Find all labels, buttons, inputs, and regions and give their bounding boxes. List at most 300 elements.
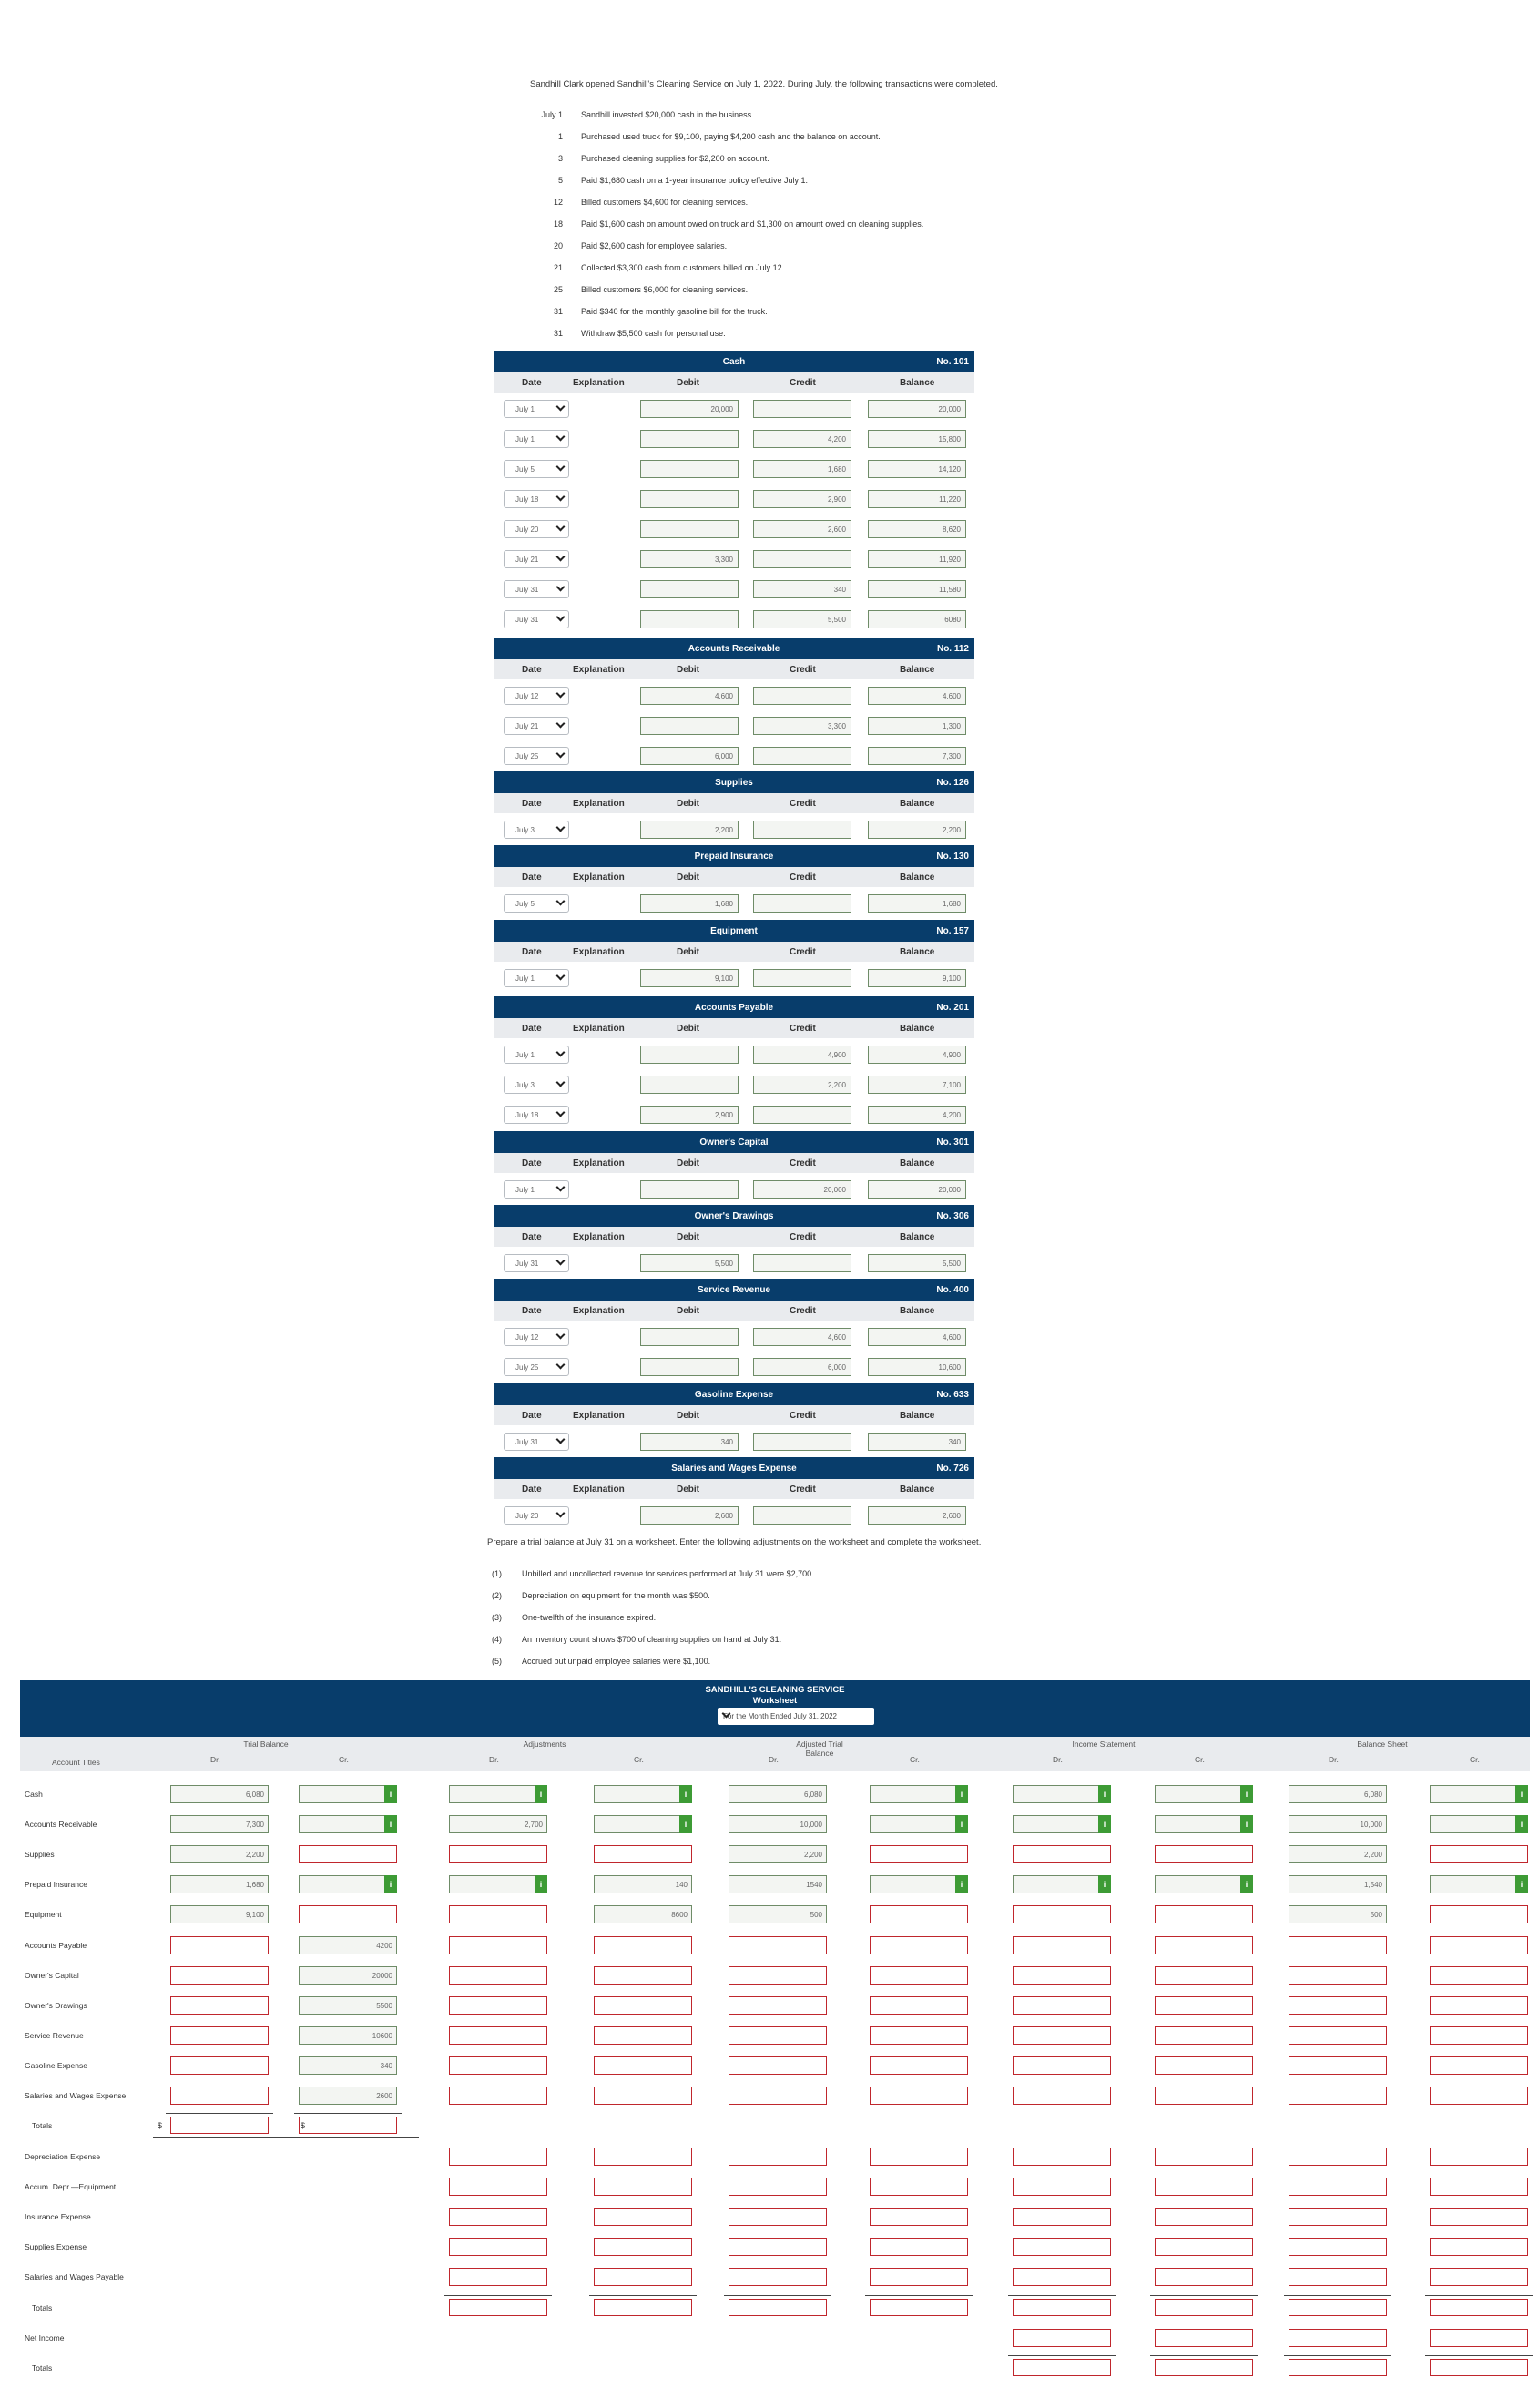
ledger-debit-field[interactable]: 20,000 bbox=[640, 400, 739, 418]
worksheet-cell-input[interactable] bbox=[1155, 2178, 1253, 2196]
ledger-date-select[interactable] bbox=[504, 717, 569, 735]
worksheet-cell-input[interactable] bbox=[729, 1936, 827, 1954]
worksheet-cell-input[interactable] bbox=[299, 1936, 397, 1954]
worksheet-cell-input[interactable] bbox=[299, 2117, 397, 2134]
worksheet-cell-input[interactable] bbox=[1013, 2087, 1111, 2105]
worksheet-cell-input[interactable] bbox=[1155, 1875, 1253, 1893]
ledger-balance-field[interactable]: 4,600 bbox=[868, 1328, 966, 1346]
ledger-balance-field[interactable]: 15,800 bbox=[868, 430, 966, 448]
worksheet-cell-input[interactable] bbox=[1013, 1936, 1111, 1954]
period-select[interactable] bbox=[718, 1708, 874, 1725]
worksheet-cell-input[interactable] bbox=[1155, 1996, 1253, 2015]
worksheet-cell-input[interactable] bbox=[729, 2026, 827, 2045]
worksheet-cell-input[interactable] bbox=[729, 2238, 827, 2256]
worksheet-cell-input[interactable] bbox=[1013, 1875, 1111, 1893]
worksheet-cell-input[interactable] bbox=[449, 2299, 547, 2316]
worksheet-cell-input[interactable] bbox=[170, 2117, 269, 2134]
worksheet-cell-input[interactable] bbox=[170, 1936, 269, 1954]
worksheet-cell-input[interactable] bbox=[594, 2178, 692, 2196]
ledger-header-explanation: Explanation bbox=[573, 872, 625, 883]
worksheet-cell-input[interactable] bbox=[1289, 2148, 1387, 2166]
ledger-balance-field[interactable]: 5,500 bbox=[868, 1254, 966, 1272]
worksheet-cell-input[interactable] bbox=[449, 1996, 547, 2015]
ledger-credit-field[interactable] bbox=[753, 821, 851, 839]
worksheet-cell-input[interactable] bbox=[1013, 2148, 1111, 2166]
worksheet-cell-input[interactable] bbox=[1155, 2359, 1253, 2376]
ledger-header-date: Date bbox=[522, 1158, 542, 1168]
ledger-balance-field[interactable]: 340 bbox=[868, 1433, 966, 1451]
worksheet-cell-input[interactable] bbox=[729, 1996, 827, 2015]
ledger-debit-field[interactable]: 9,100 bbox=[640, 969, 739, 987]
worksheet-cell-input[interactable] bbox=[299, 1815, 397, 1833]
worksheet-row-label: Owner's Drawings bbox=[25, 2001, 87, 2010]
worksheet-cell-input[interactable] bbox=[449, 1905, 547, 1923]
worksheet-cell-input[interactable] bbox=[1289, 2026, 1387, 2045]
worksheet-cell-input[interactable] bbox=[449, 2178, 547, 2196]
ledger-balance-field[interactable]: 10,600 bbox=[868, 1358, 966, 1376]
worksheet-cell-input[interactable] bbox=[870, 2148, 968, 2166]
worksheet-cell-input[interactable] bbox=[449, 1875, 547, 1893]
ledger-date-select[interactable] bbox=[504, 1106, 569, 1124]
check-icon: i bbox=[384, 1815, 397, 1833]
worksheet-cell-input[interactable] bbox=[1430, 2359, 1528, 2376]
ledger-date-select[interactable] bbox=[504, 610, 569, 628]
ledger-debit-field[interactable] bbox=[640, 1076, 739, 1094]
ledger-header-credit: Credit bbox=[790, 665, 816, 675]
worksheet-cell-input[interactable] bbox=[1430, 1875, 1528, 1893]
ledger-credit-field[interactable]: 5,500 bbox=[753, 610, 851, 628]
worksheet-cell-input[interactable] bbox=[870, 1785, 968, 1803]
ledger-credit-field[interactable]: 4,200 bbox=[753, 430, 851, 448]
worksheet-cell-input[interactable] bbox=[1155, 2268, 1253, 2286]
worksheet-cell-input[interactable] bbox=[870, 1845, 968, 1863]
worksheet-cell-input[interactable] bbox=[594, 2238, 692, 2256]
ledger-credit-field[interactable]: 340 bbox=[753, 580, 851, 598]
worksheet-cell-input[interactable] bbox=[870, 1996, 968, 2015]
ledger-balance-field[interactable]: 20,000 bbox=[868, 400, 966, 418]
worksheet-cell-input[interactable] bbox=[1430, 2056, 1528, 2075]
ledger-debit-field[interactable] bbox=[640, 610, 739, 628]
worksheet-cell-input[interactable] bbox=[594, 2148, 692, 2166]
worksheet-cell-input[interactable] bbox=[170, 1785, 269, 1803]
worksheet-cell-input[interactable] bbox=[1155, 2087, 1253, 2105]
worksheet-cell-input[interactable] bbox=[870, 1815, 968, 1833]
worksheet-cell-input[interactable] bbox=[170, 1905, 269, 1923]
worksheet-cell-input[interactable] bbox=[594, 2268, 692, 2286]
ledger-debit-field[interactable] bbox=[640, 1328, 739, 1346]
worksheet-cell-input[interactable] bbox=[1430, 2268, 1528, 2286]
ledger-credit-field[interactable] bbox=[753, 894, 851, 913]
ledger-balance-field[interactable]: 14,120 bbox=[868, 460, 966, 478]
ledger-credit-field[interactable]: 6,000 bbox=[753, 1358, 851, 1376]
worksheet-cell-input[interactable] bbox=[594, 1905, 692, 1923]
worksheet-cell-input[interactable] bbox=[1430, 2148, 1528, 2166]
ledger-date-value: July 20 bbox=[515, 1512, 539, 1520]
ledger-date-select[interactable] bbox=[504, 894, 569, 913]
worksheet-cell-input[interactable] bbox=[170, 1996, 269, 2015]
ledger-credit-field[interactable] bbox=[753, 687, 851, 705]
worksheet-cell-input[interactable] bbox=[729, 2056, 827, 2075]
ledger-credit-field[interactable] bbox=[753, 400, 851, 418]
worksheet-row-label: Gasoline Expense bbox=[25, 2061, 87, 2070]
worksheet-cell-value: 2,200 bbox=[803, 1851, 822, 1859]
worksheet-cell-input[interactable] bbox=[729, 1875, 827, 1893]
ledger-date-select[interactable] bbox=[504, 1358, 569, 1376]
worksheet-cell-input[interactable] bbox=[594, 1936, 692, 1954]
worksheet-cell-input[interactable] bbox=[1289, 2329, 1387, 2347]
worksheet-cell-input[interactable] bbox=[870, 2087, 968, 2105]
worksheet-cell-input[interactable] bbox=[729, 1905, 827, 1923]
worksheet-cell-input[interactable] bbox=[1289, 1936, 1387, 1954]
ledger-date-select[interactable] bbox=[504, 460, 569, 478]
worksheet-cell-input[interactable] bbox=[1155, 1815, 1253, 1833]
worksheet-cell-input[interactable] bbox=[594, 2056, 692, 2075]
worksheet-cell-input[interactable] bbox=[1013, 2299, 1111, 2316]
worksheet-cell-input[interactable] bbox=[299, 1905, 397, 1923]
worksheet-cell-input[interactable] bbox=[594, 1815, 692, 1833]
worksheet-cell-input[interactable] bbox=[1155, 1936, 1253, 1954]
ledger-credit-field[interactable]: 2,600 bbox=[753, 520, 851, 538]
worksheet-cell-input[interactable] bbox=[449, 2238, 547, 2256]
ledger-debit-field[interactable]: 2,200 bbox=[640, 821, 739, 839]
ledger-debit-field[interactable] bbox=[640, 490, 739, 508]
worksheet-cell-input[interactable] bbox=[299, 1996, 397, 2015]
worksheet-cell-input[interactable] bbox=[1289, 1785, 1387, 1803]
worksheet-cell-input[interactable] bbox=[299, 2026, 397, 2045]
worksheet-cell-input[interactable] bbox=[449, 2268, 547, 2286]
ledger-date-select[interactable] bbox=[504, 687, 569, 705]
worksheet-cell-input[interactable] bbox=[729, 1815, 827, 1833]
worksheet-cell-input[interactable] bbox=[449, 2056, 547, 2075]
worksheet-cell-input[interactable] bbox=[1013, 1966, 1111, 1985]
worksheet-cell-input[interactable] bbox=[449, 1966, 547, 1985]
worksheet-cell-input[interactable] bbox=[729, 2148, 827, 2166]
ledger-credit-field[interactable]: 4,600 bbox=[753, 1328, 851, 1346]
transaction-text: Collected $3,300 cash from customers billed on July 12. bbox=[581, 263, 785, 272]
worksheet-cell-input[interactable] bbox=[299, 1966, 397, 1985]
ledger-credit-field[interactable]: 2,900 bbox=[753, 490, 851, 508]
worksheet-cell-input[interactable] bbox=[1289, 2299, 1387, 2316]
ledger-account-number: No. 101 bbox=[936, 357, 969, 367]
worksheet-cell-input[interactable] bbox=[594, 1996, 692, 2015]
ledger-date-select[interactable] bbox=[504, 550, 569, 568]
worksheet-cell-input[interactable] bbox=[1289, 1815, 1387, 1833]
worksheet-cell-input[interactable] bbox=[729, 2087, 827, 2105]
worksheet-cell-input[interactable] bbox=[449, 1785, 547, 1803]
worksheet-cell-input[interactable] bbox=[1013, 2178, 1111, 2196]
worksheet-cell-input[interactable] bbox=[170, 2026, 269, 2045]
ledger-credit-field[interactable]: 2,200 bbox=[753, 1076, 851, 1094]
worksheet-cell-input[interactable] bbox=[729, 1966, 827, 1985]
ledger-debit-field[interactable] bbox=[640, 520, 739, 538]
ledger-balance-field[interactable]: 2,600 bbox=[868, 1506, 966, 1525]
worksheet-cell-input[interactable] bbox=[1013, 2056, 1111, 2075]
ledger-date-select[interactable] bbox=[504, 821, 569, 839]
worksheet-cell-input[interactable] bbox=[170, 1966, 269, 1985]
worksheet-cell-input[interactable] bbox=[170, 1845, 269, 1863]
worksheet-cell-input[interactable] bbox=[1430, 2208, 1528, 2226]
worksheet-cell-input[interactable] bbox=[449, 2148, 547, 2166]
worksheet-cell-input[interactable] bbox=[1013, 1996, 1111, 2015]
worksheet-cell-input[interactable] bbox=[170, 1875, 269, 1893]
worksheet-cell-input[interactable] bbox=[1289, 2208, 1387, 2226]
worksheet-cell-input[interactable] bbox=[1430, 2299, 1528, 2316]
account-titles-label: Account Titles bbox=[52, 1758, 100, 1767]
check-icon: i bbox=[384, 1785, 397, 1803]
ledger-date-select[interactable] bbox=[504, 580, 569, 598]
worksheet-cell-input[interactable] bbox=[594, 2026, 692, 2045]
worksheet-cell-input[interactable] bbox=[1430, 1845, 1528, 1863]
worksheet-cell-input[interactable] bbox=[299, 1845, 397, 1863]
ledger-date-select[interactable] bbox=[504, 1433, 569, 1451]
ledger-balance-field[interactable]: 1,680 bbox=[868, 894, 966, 913]
worksheet-cell-input[interactable] bbox=[1430, 2087, 1528, 2105]
worksheet-cell-input[interactable] bbox=[170, 1815, 269, 1833]
worksheet-cell-input[interactable] bbox=[1430, 2026, 1528, 2045]
ledger-column-header bbox=[494, 1153, 974, 1173]
ledger-credit-field[interactable] bbox=[753, 1433, 851, 1451]
ledger-balance-field[interactable]: 11,580 bbox=[868, 580, 966, 598]
ledger-date-select[interactable] bbox=[504, 1046, 569, 1064]
ledger-credit-field[interactable] bbox=[753, 1106, 851, 1124]
ledger-date-select[interactable] bbox=[504, 490, 569, 508]
ledger-date-value: July 1 bbox=[515, 1051, 535, 1059]
ledger-credit-field[interactable]: 3,300 bbox=[753, 717, 851, 735]
ledger-debit-field[interactable] bbox=[640, 1180, 739, 1199]
worksheet-cell-input[interactable] bbox=[1013, 1845, 1111, 1863]
ledger-date-select[interactable] bbox=[504, 747, 569, 765]
worksheet-cell-input[interactable] bbox=[1289, 2359, 1387, 2376]
worksheet-cell-input[interactable] bbox=[1155, 2299, 1253, 2316]
ledger-date-select[interactable] bbox=[504, 430, 569, 448]
worksheet-cell-input[interactable] bbox=[1155, 1845, 1253, 1863]
worksheet-row-label: Prepaid Insurance bbox=[25, 1880, 87, 1889]
ledger-balance-field[interactable]: 7,300 bbox=[868, 747, 966, 765]
worksheet-cell-input[interactable] bbox=[299, 2087, 397, 2105]
worksheet-cell-input[interactable] bbox=[594, 2299, 692, 2316]
ledger-balance-field[interactable]: 9,100 bbox=[868, 969, 966, 987]
ledger-debit-field[interactable]: 4,600 bbox=[640, 687, 739, 705]
worksheet-cell-input[interactable] bbox=[170, 2087, 269, 2105]
worksheet-cell-input[interactable] bbox=[1013, 1905, 1111, 1923]
ledger-credit-field[interactable]: 4,900 bbox=[753, 1046, 851, 1064]
worksheet-cell-input[interactable] bbox=[1155, 2208, 1253, 2226]
ledger-balance-field[interactable]: 1,300 bbox=[868, 717, 966, 735]
worksheet-cell-input[interactable] bbox=[1289, 1966, 1387, 1985]
worksheet-cell-input[interactable] bbox=[1430, 1996, 1528, 2015]
worksheet-cell-input[interactable] bbox=[1013, 2026, 1111, 2045]
ledger-balance-field[interactable]: 4,200 bbox=[868, 1106, 966, 1124]
ledger-header-balance: Balance bbox=[900, 665, 935, 675]
worksheet-cell-input[interactable] bbox=[594, 1785, 692, 1803]
worksheet-cell-input[interactable] bbox=[1430, 2238, 1528, 2256]
worksheet-cell-input[interactable] bbox=[1289, 2087, 1387, 2105]
worksheet-cell-input[interactable] bbox=[449, 1815, 547, 1833]
ledger-header-explanation: Explanation bbox=[573, 1411, 625, 1421]
ledger-title-bar bbox=[494, 1383, 974, 1405]
worksheet-cell-input[interactable] bbox=[1013, 1815, 1111, 1833]
ledger-debit-field[interactable] bbox=[640, 430, 739, 448]
worksheet-cell-input[interactable] bbox=[1155, 1966, 1253, 1985]
worksheet-cell-input[interactable] bbox=[870, 2238, 968, 2256]
ledger-date-select[interactable] bbox=[504, 969, 569, 987]
worksheet-cell-input[interactable] bbox=[1013, 2268, 1111, 2286]
ledger-balance-field[interactable]: 11,220 bbox=[868, 490, 966, 508]
worksheet-cell-input[interactable] bbox=[1430, 1905, 1528, 1923]
worksheet-cell-input[interactable] bbox=[1155, 2329, 1253, 2347]
ledger-balance-field[interactable]: 7,100 bbox=[868, 1076, 966, 1094]
worksheet-cell-input[interactable] bbox=[1289, 2056, 1387, 2075]
ledger-credit-field[interactable] bbox=[753, 550, 851, 568]
worksheet-cell-input[interactable] bbox=[1430, 1815, 1528, 1833]
worksheet-cell-input[interactable] bbox=[1013, 2359, 1111, 2376]
worksheet-cell-input[interactable] bbox=[449, 1845, 547, 1863]
ledger-debit-field[interactable]: 1,680 bbox=[640, 894, 739, 913]
worksheet-cell-input[interactable] bbox=[1155, 2026, 1253, 2045]
worksheet-cell-input[interactable] bbox=[1155, 1785, 1253, 1803]
worksheet-cell-input[interactable] bbox=[870, 1936, 968, 1954]
ledger-header-credit: Credit bbox=[790, 1232, 816, 1242]
worksheet-cell-input[interactable] bbox=[729, 2299, 827, 2316]
ledger-header-date: Date bbox=[522, 378, 542, 388]
check-icon: i bbox=[1515, 1815, 1528, 1833]
ledger-date-value: July 31 bbox=[515, 586, 539, 594]
worksheet-cell-input[interactable] bbox=[729, 1845, 827, 1863]
worksheet-cell-input[interactable] bbox=[870, 2299, 968, 2316]
ledger-balance-field[interactable]: 4,900 bbox=[868, 1046, 966, 1064]
ledger-date-select[interactable] bbox=[504, 520, 569, 538]
ledger-column-header bbox=[494, 1479, 974, 1499]
dr-header: Dr. bbox=[489, 1755, 499, 1764]
ledger-debit-field[interactable]: 340 bbox=[640, 1433, 739, 1451]
problem-intro: Sandhill Clark opened Sandhill's Cleaning Service on July 1, 2022. During July, the following transactions were completed. bbox=[530, 79, 998, 89]
worksheet-cell-input[interactable] bbox=[870, 2056, 968, 2075]
worksheet-cell-input[interactable] bbox=[870, 2208, 968, 2226]
worksheet-cell-input[interactable] bbox=[449, 2026, 547, 2045]
worksheet-cell-value: 10,000 bbox=[800, 1821, 822, 1829]
worksheet-cell-input[interactable] bbox=[729, 2208, 827, 2226]
worksheet-cell-input[interactable] bbox=[1013, 2238, 1111, 2256]
ledger-credit-field[interactable] bbox=[753, 969, 851, 987]
worksheet-cell-input[interactable] bbox=[1430, 1936, 1528, 1954]
worksheet-cell-input[interactable] bbox=[594, 2087, 692, 2105]
ledger-debit-field[interactable]: 3,300 bbox=[640, 550, 739, 568]
worksheet-cell-input[interactable] bbox=[1289, 2268, 1387, 2286]
ledger-balance-field[interactable]: 4,600 bbox=[868, 687, 966, 705]
worksheet-cell-input[interactable] bbox=[870, 2268, 968, 2286]
worksheet-cell-input[interactable] bbox=[870, 2026, 968, 2045]
worksheet-cell-input[interactable] bbox=[594, 1875, 692, 1893]
ledger-debit-field[interactable]: 5,500 bbox=[640, 1254, 739, 1272]
worksheet-cell-input[interactable] bbox=[1430, 1966, 1528, 1985]
ledger-debit-field[interactable]: 2,900 bbox=[640, 1106, 739, 1124]
worksheet-cell-input[interactable] bbox=[1155, 2148, 1253, 2166]
ledger-balance-field[interactable]: 2,200 bbox=[868, 821, 966, 839]
ledger-credit-field[interactable] bbox=[753, 1254, 851, 1272]
worksheet-cell-input[interactable] bbox=[299, 1785, 397, 1803]
ledger-account-number: No. 633 bbox=[936, 1390, 969, 1400]
ledger-date-select[interactable] bbox=[504, 1328, 569, 1346]
worksheet-cell-input[interactable] bbox=[1289, 1996, 1387, 2015]
ledger-debit-field[interactable] bbox=[640, 460, 739, 478]
worksheet-cell-input[interactable] bbox=[1430, 1785, 1528, 1803]
ledger-debit-field[interactable] bbox=[640, 717, 739, 735]
ledger-date-value: July 1 bbox=[515, 974, 535, 983]
ledger-debit-field[interactable] bbox=[640, 1046, 739, 1064]
worksheet-cell-input[interactable] bbox=[1289, 2238, 1387, 2256]
ledger-credit-field[interactable]: 1,680 bbox=[753, 460, 851, 478]
worksheet-cell-input[interactable] bbox=[870, 1875, 968, 1893]
worksheet-cell-input[interactable] bbox=[1289, 2178, 1387, 2196]
worksheet-cell-input[interactable] bbox=[729, 2178, 827, 2196]
worksheet-cell-input[interactable] bbox=[594, 1845, 692, 1863]
ledger-column-header bbox=[494, 793, 974, 813]
chevron-down-icon bbox=[556, 523, 566, 532]
worksheet-cell-input[interactable] bbox=[594, 2208, 692, 2226]
worksheet-cell-value: 9,100 bbox=[245, 1911, 264, 1919]
worksheet-cell-input[interactable] bbox=[870, 1905, 968, 1923]
worksheet-cell-input[interactable] bbox=[729, 2268, 827, 2286]
worksheet-cell-input[interactable] bbox=[594, 1966, 692, 1985]
worksheet-cell-input[interactable] bbox=[1155, 1905, 1253, 1923]
worksheet-cell-input[interactable] bbox=[299, 1875, 397, 1893]
worksheet-cell-input[interactable] bbox=[870, 1966, 968, 1985]
worksheet-cell-input[interactable] bbox=[1430, 2178, 1528, 2196]
worksheet-cell-value: 140 bbox=[675, 1881, 688, 1889]
transaction-text: Paid $1,680 cash on a 1-year insurance policy effective July 1. bbox=[581, 176, 808, 185]
worksheet-row-label: Accounts Receivable bbox=[25, 1820, 97, 1829]
worksheet-cell-input[interactable] bbox=[1013, 1785, 1111, 1803]
ledger-date-select[interactable] bbox=[504, 400, 569, 418]
ledger-balance-field[interactable]: 8,620 bbox=[868, 520, 966, 538]
ledger-date-select[interactable] bbox=[504, 1076, 569, 1094]
ledger-date-select[interactable] bbox=[504, 1506, 569, 1525]
ledger-balance-field[interactable]: 6080 bbox=[868, 610, 966, 628]
ledger-credit-field[interactable] bbox=[753, 747, 851, 765]
worksheet-cell-input[interactable] bbox=[1289, 1875, 1387, 1893]
worksheet-cell-input[interactable] bbox=[299, 2056, 397, 2075]
worksheet-cell-input[interactable] bbox=[729, 1785, 827, 1803]
ledger-header-debit: Debit bbox=[677, 1232, 699, 1242]
worksheet-cell-input[interactable] bbox=[870, 2178, 968, 2196]
ledger-credit-field[interactable] bbox=[753, 1506, 851, 1525]
ledger-debit-field[interactable] bbox=[640, 580, 739, 598]
worksheet-cell-input[interactable] bbox=[449, 2208, 547, 2226]
ledger-credit-field[interactable]: 20,000 bbox=[753, 1180, 851, 1199]
worksheet-cell-input[interactable] bbox=[1013, 2208, 1111, 2226]
ledger-account-name: Owner's Capital bbox=[699, 1138, 769, 1148]
ledger-debit-field[interactable] bbox=[640, 1358, 739, 1376]
ledger-date-select[interactable] bbox=[504, 1180, 569, 1199]
worksheet-cell-input[interactable] bbox=[1430, 2329, 1528, 2347]
worksheet-title-bar bbox=[20, 1680, 1530, 1737]
worksheet-cell-input[interactable] bbox=[1289, 1845, 1387, 1863]
worksheet-cell-input[interactable] bbox=[449, 1936, 547, 1954]
worksheet-cell-input[interactable] bbox=[1155, 2238, 1253, 2256]
worksheet-row-label: Accum. Depr.—Equipment bbox=[25, 2182, 117, 2191]
ledger-balance-field[interactable]: 20,000 bbox=[868, 1180, 966, 1199]
ledger-balance-field[interactable]: 11,920 bbox=[868, 550, 966, 568]
ledger-debit-field[interactable]: 6,000 bbox=[640, 747, 739, 765]
worksheet-cell-input[interactable] bbox=[1155, 2056, 1253, 2075]
ledger-date-select[interactable] bbox=[504, 1254, 569, 1272]
worksheet-cell-input[interactable] bbox=[1289, 1905, 1387, 1923]
ledger-title-bar bbox=[494, 996, 974, 1018]
ledger-debit-field[interactable]: 2,600 bbox=[640, 1506, 739, 1525]
worksheet-cell-input[interactable] bbox=[170, 2056, 269, 2075]
worksheet-cell-input[interactable] bbox=[449, 2087, 547, 2105]
worksheet-cell-input[interactable] bbox=[1013, 2329, 1111, 2347]
